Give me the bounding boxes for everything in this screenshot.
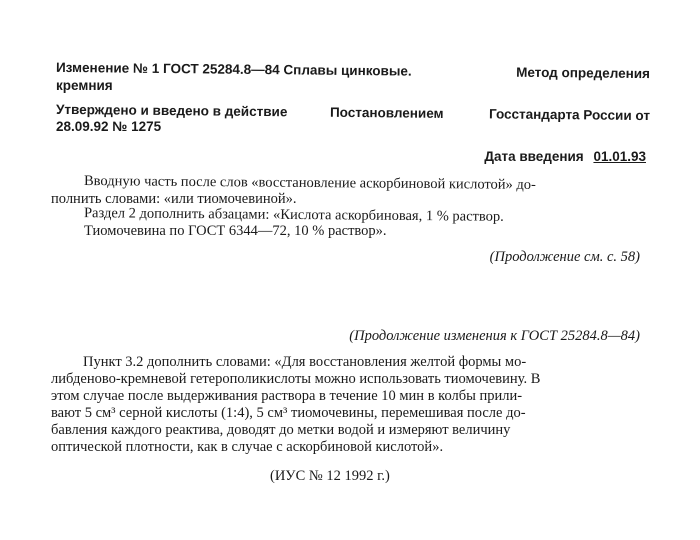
intro-paragraph-line-2: полнить словами: «или тиомочевиной». [51,191,297,207]
continuation-header: (Продолжение изменения к ГОСТ 25284.8—84) [349,328,640,344]
approval-text: Утверждено и введено в действие [55,101,288,120]
para-3-2-line-1: Пункт 3.2 дополнить словами: «Для восстановления желтой формы мо- [83,354,527,370]
para-3-2-line-5: бавления каждого реактива, доводят до метки водой и измеряют величину [51,422,511,438]
approval-authority: Госстандарта России от [488,106,651,124]
section2-line-2: Тиомочевина по ГОСТ 6344—72, 10 % раствор». [84,223,387,239]
para-3-2-line-6: оптической плотности, как в случае с аскорбиновой кислотой». [51,439,444,455]
amendment-title-method: Метод определения [516,64,651,82]
continued-note: (Продолжение см. с. 58) [489,249,640,265]
amendment-title-line [56,59,650,82]
effective-date-value: 01.01.93 [593,149,646,164]
approval-resolution: Постановлением [329,104,444,121]
para-3-2-line-4: вают 5 см³ серной кислоты (1:4), 5 см³ тиомочевины, перемешивая после до- [51,405,526,421]
effective-date-line [484,148,646,165]
para-3-2-line-2: либденово-кремневой гетерополикислоты можно использовать тиомочевину. В [51,371,541,387]
intro-paragraph-line-1: Вводную часть после слов «восстановление аскорбиновой кислотой» до- [83,173,536,193]
ius-reference: (ИУС № 12 1992 г.) [270,468,390,484]
effective-date-label: Дата введения [484,149,584,164]
approval-date: 28.09.92 № 1275 [56,119,162,134]
para-3-2-line-3: этом случае после выдерживания раствора в течение 10 мин в колбы прили- [51,388,523,404]
section2-line-1: Раздел 2 дополнить абзацами: «Кислота аскорбиновая, 1 % раствор. [83,205,504,225]
amendment-title: Изменение № 1 ГОСТ 25284.8—84 Сплавы цинковые. [55,59,412,79]
amendment-title-cont: кремния [56,78,113,93]
